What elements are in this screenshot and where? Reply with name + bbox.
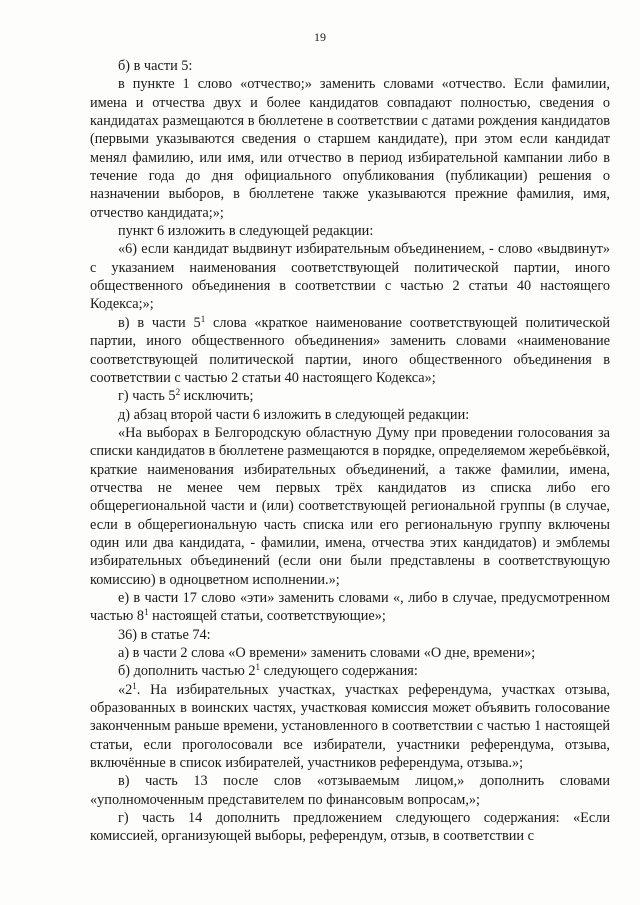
document-body	[90, 57, 610, 846]
paragraph-belgorod-duma: «На выборах в Белгородскую областную Думу при проведении голосования за списки кандидатов в бюллетене размещаются в порядке, определяемом жеребьёвкой, краткие наименования избирательных объединений, а также фамилии, имена, отчества не менее чем первых трёх кандидатов из списка либо его общерегиональной части и (или) соответствующей региональной группы (в случае, если в общерегиональную часть списка или его региональную группу включены один или два кандидата, - фамилии, имена, отчества этих кандидатов) и эмблемы избирательных объединений (если они были представлены в соответствующую комиссию) в одноцветном исполнении.»;	[90, 424, 610, 588]
paragraph-item-6-text: «6) если кандидат выдвинут избирательным объединением, - слово «выдвинут» с указанием наименования соответствующей политической партии, иного общественного объединения в соответствии с частью 2 статьи 40 настоящего Кодекса;»;	[90, 241, 610, 313]
paragraph-item-6-header: пункт 6 изложить в следующей редакции:	[118, 223, 374, 240]
paragraph-b-part-5: б) в части 5:	[118, 58, 193, 74]
superscript: 1	[132, 680, 137, 691]
page-number: 19	[314, 30, 326, 44]
paragraph-v-part-5-1	[90, 314, 610, 387]
text-segment: «2	[118, 681, 133, 698]
superscript: 1	[144, 607, 149, 618]
text-segment: в) в части 5	[118, 314, 201, 331]
text-segment: слова «краткое наименование соответствующей политической партии, иного общественного объединения» заменить словами «наименование соответствующей политической партии, иного общественного объединения в соответствии с частью 2 статьи 40 настоящего Кодекса»;	[90, 314, 610, 386]
paragraph-article-74: 36) в статье 74:	[118, 626, 211, 643]
paragraph-v-part-13: в) часть 13 после слов «отзываемым лицом,» дополнить словами «уполномоченным представителем по финансовым вопросам,»;	[90, 773, 610, 808]
text-segment: е) в части 17 слово «эти» заменить словами «, либо в случае, предусмотренном частью 8	[90, 589, 610, 625]
text-segment: б) дополнить частью 2	[118, 663, 256, 680]
paragraph-g-part-14: г) часть 14 дополнить предложением следующего содержания: «Если комиссией, организующей выборы, референдум, отзыв, в соответствии с	[90, 810, 610, 845]
text-segment: настоящей статьи, соответствующие»;	[148, 608, 386, 625]
superscript: 1	[200, 313, 206, 324]
text-segment: исключить;	[180, 388, 254, 405]
paragraph-2-1-text	[90, 681, 610, 773]
paragraph-g-part-5-2	[90, 387, 610, 405]
paragraph-b-part-2-1	[90, 662, 610, 680]
paragraph-e-part-17	[90, 589, 610, 626]
text-segment: . На избирательных участках, участках референдума, участках отзыва, образованных в воинских частях, участковая комиссия может объявить голосование законченным раньше времени, установленного в соответствии с частью 1 настоящей статьи, если проголосовали все избиратели, участники референдума, отзыва, включённые в список избирателей, участников референдума, отзыва.»;	[90, 681, 610, 772]
superscript: 1	[255, 662, 260, 673]
paragraph-a-part-2: а) в части 2 слова «О времени» заменить словами «О дне, времени»;	[118, 645, 536, 661]
text-segment: следующего содержания:	[259, 663, 418, 680]
paragraph-item-1-patronymic: в пункте 1 слово «отчество;» заменить словами «отчество. Если фамилии, имена и отчества двух и более кандидатов совпадают полностью, сведения о кандидатах размещаются в бюллетене в соответствии с датами рождения кандидатов (первыми указываются сведения о старшем кандидате), при этом если кандидат менял фамилию, или имя, или отчество в период избирательной кампании либо в течение года до дня официального опубликования (публикации) решения о назначении выборов, в бюллетене также указываются прежние фамилия, имя, отчество кандидата;»;	[90, 76, 610, 221]
paragraph-d-part-6: д) абзац второй части 6 изложить в следующей редакции:	[118, 406, 470, 423]
text-segment: г) часть 5	[118, 388, 176, 405]
superscript: 2	[175, 387, 181, 398]
